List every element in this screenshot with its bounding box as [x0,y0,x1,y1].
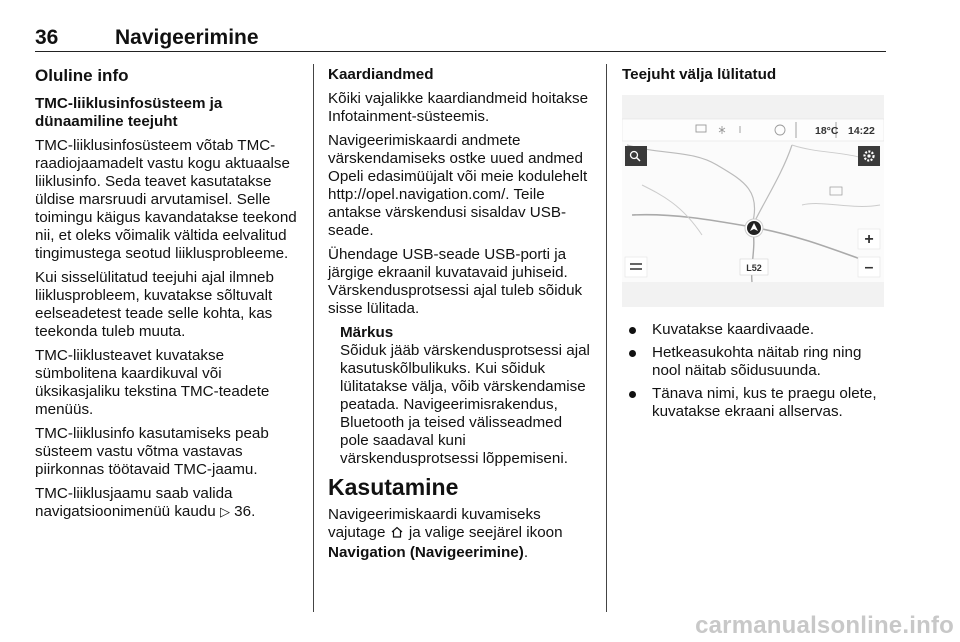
column-divider-1 [313,64,314,612]
zoom-in-icon: + [864,231,874,248]
clock-time: 14:22 [848,125,875,137]
paragraph: Ühendage USB-seade USB-porti ja järgige ekraanil kuvatavaid juhiseid. Värskendusprotsessi ajal tuleb sõiduk sisse lülitada. [328,246,583,317]
page-number: 36 [35,26,59,49]
navigation-icon-label: Navigation (Navigeerimine) [328,544,524,561]
watermark: carmanualsonline.info [695,612,954,639]
map-screen-svg [622,95,884,307]
bullet-icon [629,391,636,398]
paragraph [328,506,590,562]
home-icon [390,525,405,544]
note-title: Märkus [340,324,394,341]
note-text: Sõiduk jääb värskendusprotsessi ajal kasutuskõlbulikuks. Kui sõiduk lülitatakse välja, võib värskendamise peatada. Navigeerimisrakendus, Bluetooth ja teised välisseadmed pole saadaval kuni värskendusprotsessi lõppemiseni. [340,342,590,467]
column-3 [622,66,886,426]
column-2 [328,66,590,568]
paragraph: Navigeerimiskaardi andmete värskendamiseks ostke uued andmed Opeli edasimüüjalt või meie kodulehelt http://opel.navigation.com/. Teile antakse värskendusi sisaldav USB-seade. [328,132,588,239]
note-box [328,324,590,468]
list-item [622,321,886,339]
list-item-text: Hetkeasukohta näitab ring ning nool näitab sõidusuunda. [652,344,862,379]
paragraph: TMC-liiklusinfosüsteem võtab TMC-raadiojaamadelt vastu kogu aktuaalse liiklusinfo. Seda teavet kasutatakse üldise marsruudi arvutamisel. Selle toimingu käigus kavandatakse teekond nii, et oleks võimalik vältida eelvalitud tingimustega seotud liiklusprobleeme. [35,137,297,262]
bullet-icon [629,327,636,334]
paragraph [35,485,297,521]
current-position-marker-icon [745,219,763,237]
paragraph-text: . [523,544,529,561]
list-item [622,344,886,380]
header-rule [35,51,886,52]
paragraph-text: Navigeerimiskaardi kuvamiseks vajutage [328,506,541,541]
zoom-out-icon: – [864,259,874,276]
bullet-icon [629,350,636,357]
temperature: 18°C [815,125,839,137]
list-item-text: Kuvatakse kaardivaade. [652,321,815,338]
paragraph: Kõiki vajalikke kaardiandmeid hoitakse Infotainment-süsteemis. [328,90,589,125]
chapter-title: Navigeerimine [115,26,259,49]
page-reference-arrow-icon: ▷ [219,504,230,519]
subheading-tmc: TMC-liiklusinfosüsteem ja dünaamiline teejuht [35,95,223,130]
page-reference[interactable]: 36. [234,503,256,520]
list-item [622,385,886,421]
paragraph-text: TMC-liiklusjaamu saab valida navigatsioonimenüü kaudu [35,485,233,520]
section-title-usage: Kasutamine [328,474,459,500]
paragraph: TMC-liiklusinfo kasutamiseks peab süsteem vastu võtma vastavas piirkonnas töötavaid TMC-jaamu. [35,425,269,478]
subheading-guidance-off: Teejuht välja lülitatud [622,66,777,83]
map-menu-button[interactable] [625,257,647,277]
paragraph: TMC-liiklusteavet kuvatakse sümbolitena kaardikuval või üksikasjaliku tekstina TMC-teadete menüüs. [35,347,270,418]
column-1 [35,66,297,527]
map-search-button[interactable] [625,146,647,166]
street-name: L52 [746,263,762,273]
subheading-map-data: Kaardiandmed [328,66,434,83]
column-divider-2 [606,64,607,612]
bullet-list [622,321,886,421]
map-screen-illustration [622,95,884,307]
paragraph: Kui sisselülitatud teejuhi ajal ilmneb liiklusprobleem, kuvatakse sõltuvalt eelseadetest teade selle kohta, kas teekonda tuleb muuta. [35,269,274,340]
paragraph-text: ja valige seejärel ikoon [408,524,563,541]
list-item-text: Tänava nimi, kus te praegu olete, kuvatakse ekraani allservas. [652,385,877,420]
section-title-important-info: Oluline info [35,66,129,85]
